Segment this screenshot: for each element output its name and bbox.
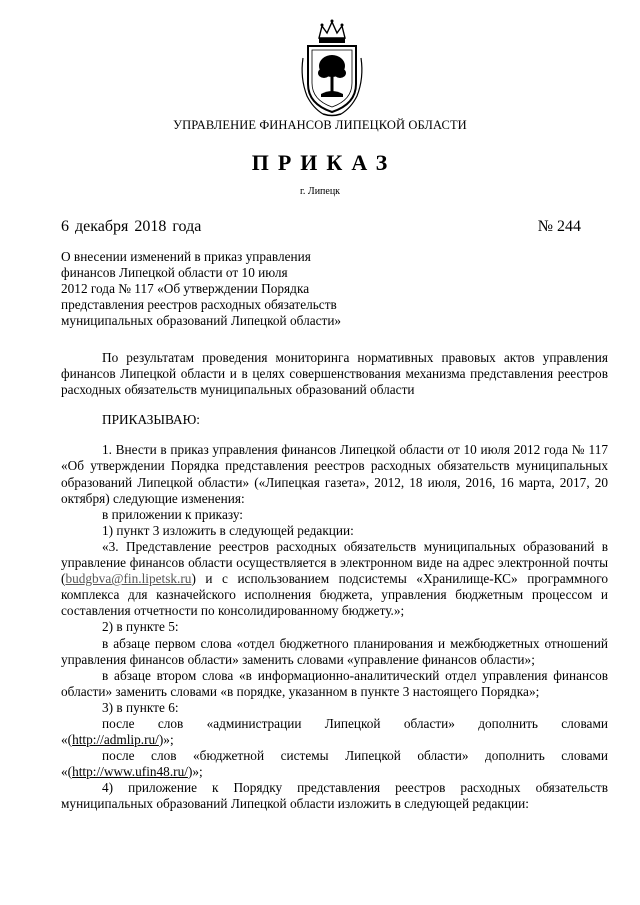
point-3-heading: 3) в пункте 6: bbox=[102, 699, 179, 715]
point-3-paragraph-b: после слов «бюджетной системы Липецкой области» дополнить словами bbox=[102, 748, 608, 764]
document-body bbox=[61, 350, 608, 813]
email-link[interactable]: budgbva@fin.lipetsk.ru bbox=[65, 571, 192, 587]
point-3-link-line-a: «(http://admlip.ru/)»; bbox=[61, 732, 174, 748]
point-2-paragraph-b: в абзаце втором слова «в информационно-аналитический отдел управления финансов области» заменить словами «в порядке, указанном в пункте 3 настоящего Порядка»; bbox=[61, 667, 608, 699]
document-subject bbox=[61, 249, 401, 329]
subject-line: 2012 года № 117 «Об утверждении Порядка bbox=[61, 281, 310, 296]
city: г. Липецк bbox=[299, 186, 341, 197]
annex-line: в приложении к приказу: bbox=[102, 506, 243, 522]
subject-line: О внесении изменений в приказ управления bbox=[61, 249, 311, 264]
item-1-paragraph: 1. Внести в приказ управления финансов Липецкой области от 10 июля 2012 года № 117 «Об утверждении Порядка представления реестров расходных обязательств муниципальных образований Липецкой области» («Липецкая газета», 2012, 18 июля, 2016, 16 марта, 2017, 20 октября) следующие изменения: bbox=[61, 442, 608, 506]
document-type-title: ПРИКАЗ bbox=[251, 150, 397, 175]
point-2-paragraph-a: в абзаце первом слова «отдел бюджетного планирования и межбюджетных отношений управления финансов области» заменить словами «управление финансов области»; bbox=[61, 635, 608, 667]
subject-line: муниципальных образований Липецкой области» bbox=[61, 313, 342, 328]
point-3-paragraph-a: после слов «администрации Липецкой области» дополнить словами bbox=[102, 715, 608, 731]
preamble-paragraph: По результатам проведения мониторинга нормативных правовых актов управления финансов Липецкой области и в целях совершенствования механизма представления реестров расходных обязательств муниципальных образований области bbox=[61, 350, 608, 398]
point-3-link-line-b: «(http://www.ufin48.ru/)»; bbox=[61, 764, 203, 780]
order-word: ПРИКАЗЫВАЮ: bbox=[102, 412, 200, 428]
subject-line: финансов Липецкой области от 10 июля bbox=[61, 265, 288, 280]
point-1-new-text bbox=[61, 539, 608, 619]
point-1-text-end: ) и с использованием подсистемы «Хранилище-КС» программного комплекса для казначейского исполнения бюджета, управления бюджетным процессом и составления отчетности по консолидированному бюджету.»; bbox=[61, 571, 608, 619]
point-4-paragraph: 4) приложение к Порядку представления реестров расходных обязательств муниципальных образований Липецкой области изложить в следующей редакции: bbox=[61, 780, 608, 812]
document-date: 6 декабря 2018 года bbox=[61, 218, 202, 235]
coat-of-arms-emblem bbox=[299, 18, 365, 118]
organization-name: УПРАВЛЕНИЕ ФИНАНСОВ ЛИПЕЦКОЙ ОБЛАСТИ bbox=[173, 118, 467, 132]
point-1-heading: 1) пункт 3 изложить в следующей редакции: bbox=[102, 522, 354, 538]
point-2-heading: 2) в пункте 5: bbox=[102, 619, 179, 635]
subject-line: представления реестров расходных обязательств bbox=[61, 297, 337, 312]
point-1-text-start: «3. Представление реестров расходных обязательств муниципальных образований в управление финансов области осуществляется в электронном виде на адрес электронной почты ( bbox=[61, 538, 608, 587]
admlip-link[interactable]: http://admlip.ru/ bbox=[72, 732, 159, 748]
ufin48-link[interactable]: http://www.ufin48.ru/ bbox=[72, 764, 188, 780]
document-number: № 244 bbox=[537, 218, 581, 235]
